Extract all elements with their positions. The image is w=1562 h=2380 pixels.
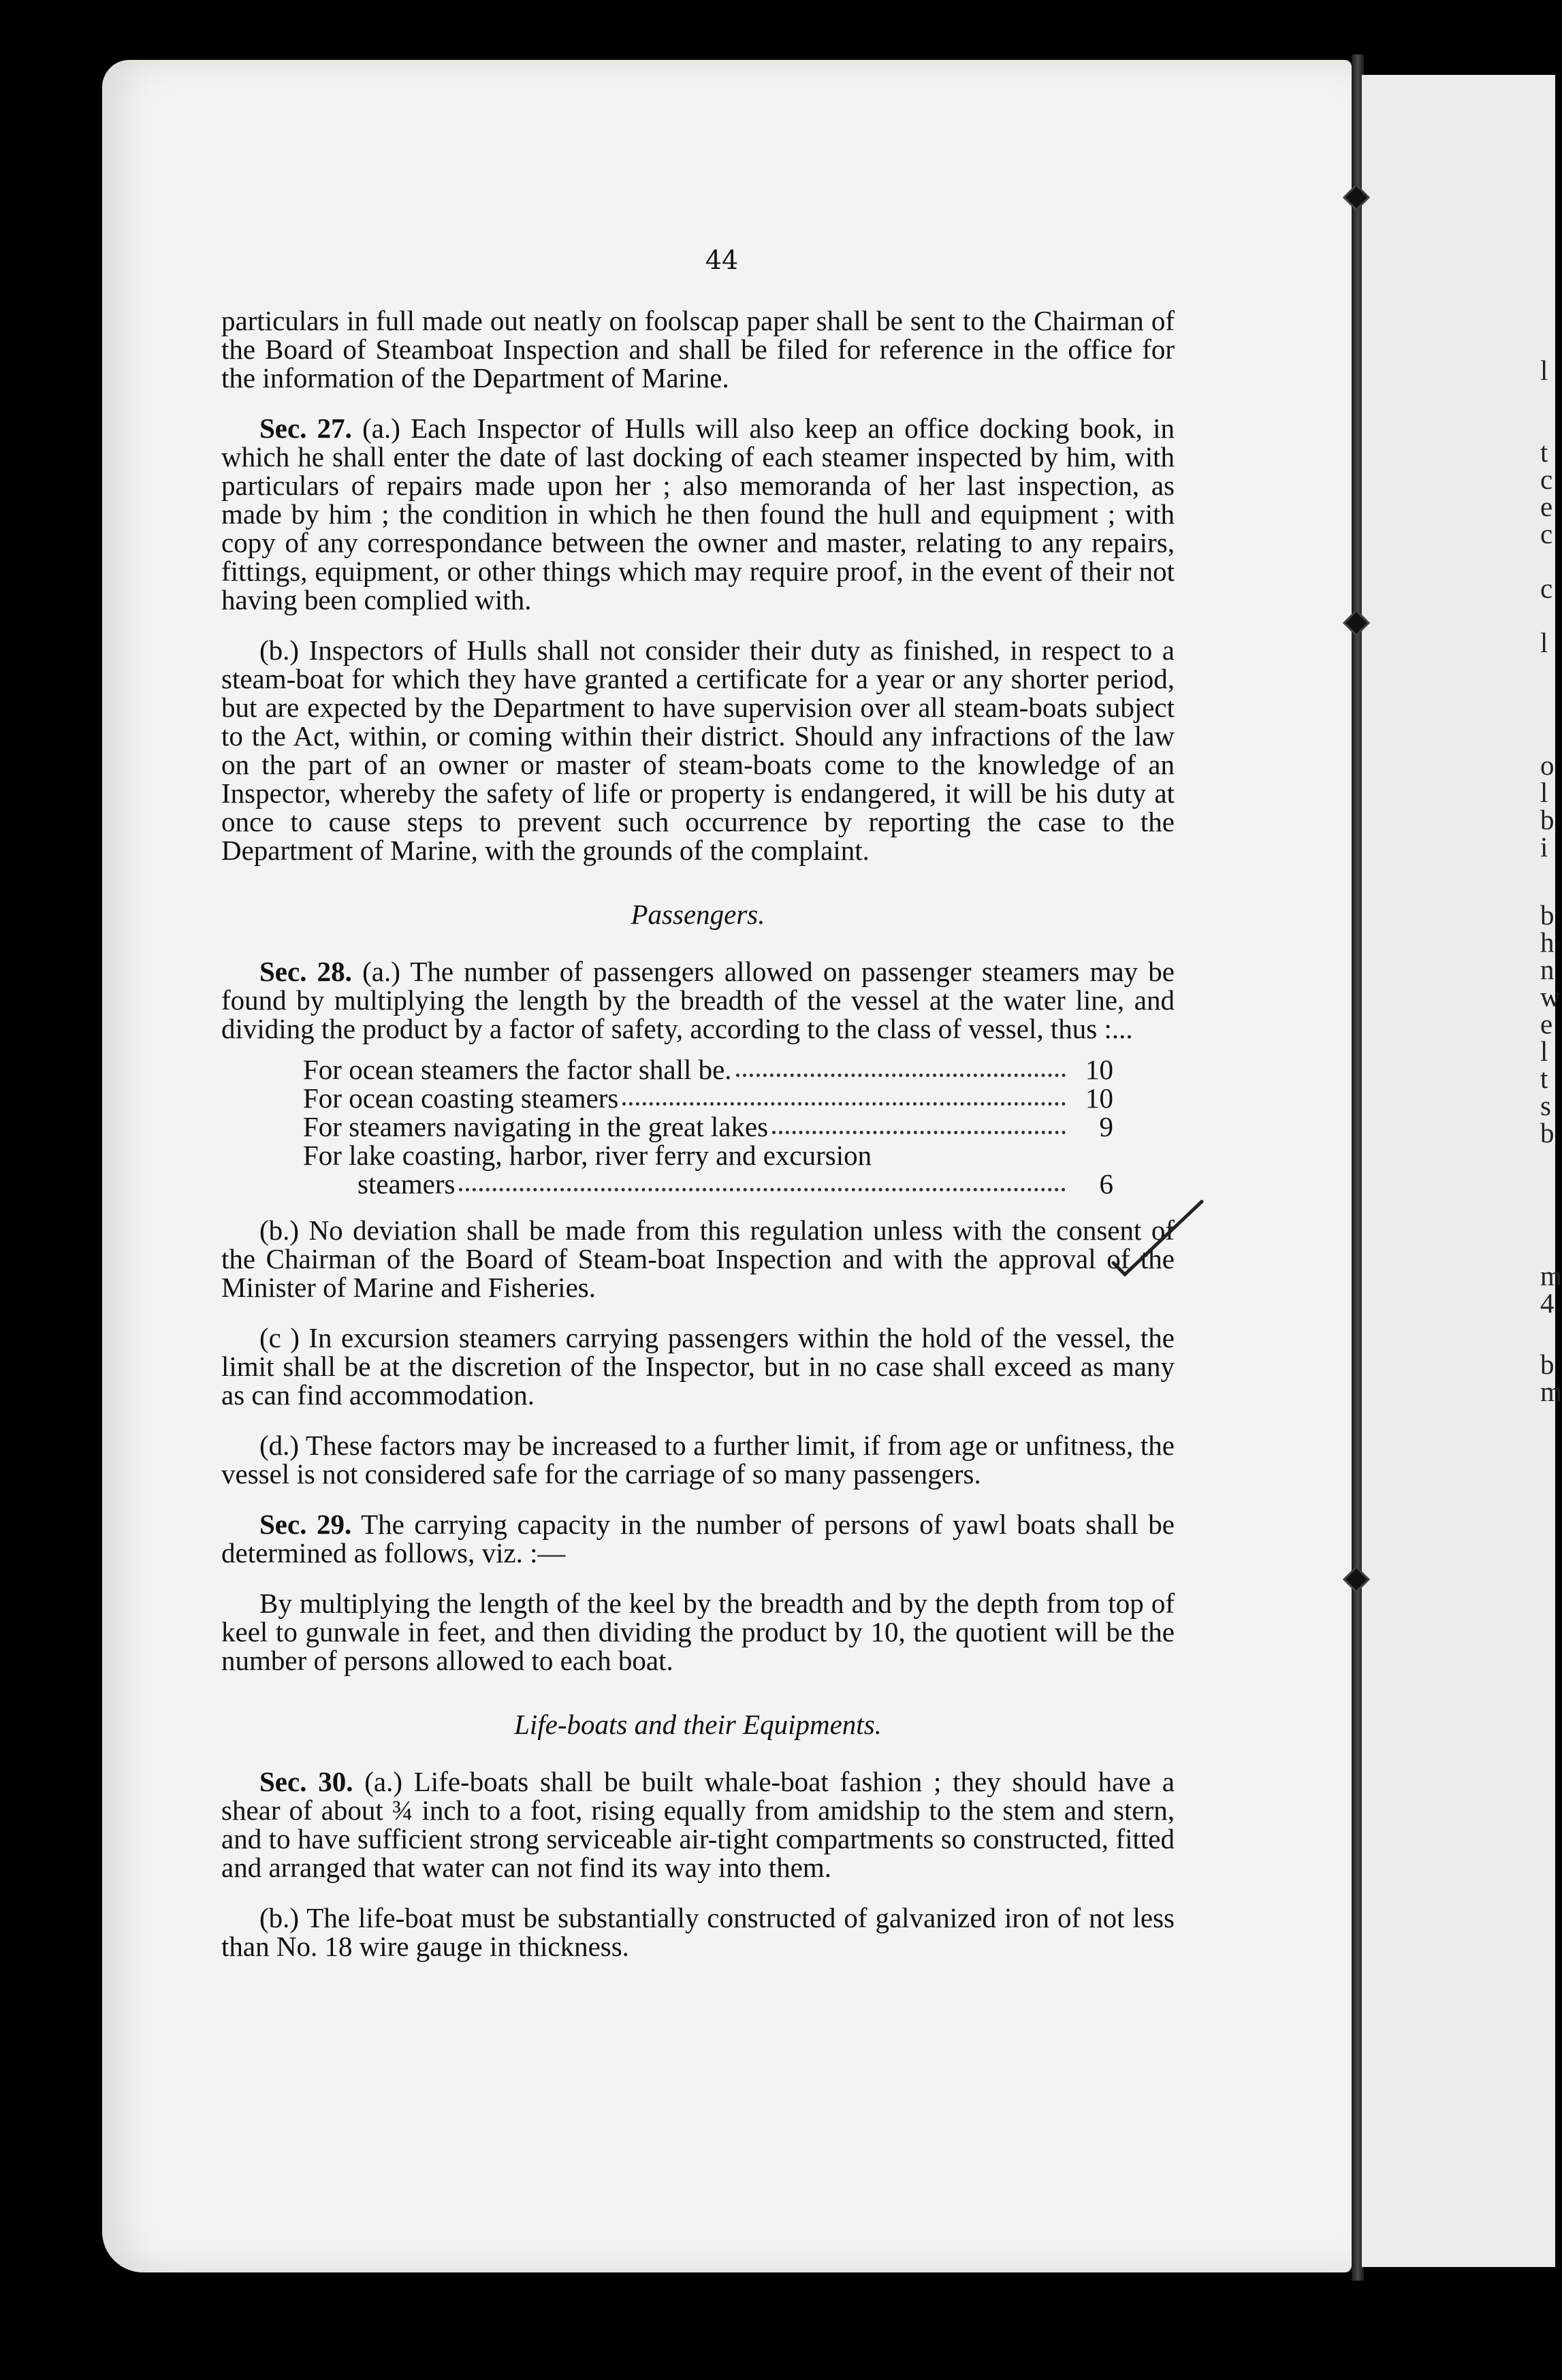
facing-page-fragment: c	[1540, 464, 1553, 495]
factor-desc: For lake coasting, harbor, river ferry and excursion	[303, 1140, 872, 1171]
factor-value: 10	[1085, 1054, 1113, 1085]
factor-value: 9	[1099, 1111, 1113, 1142]
facing-page-fragment: s	[1540, 1090, 1551, 1121]
heading-lifeboats: Life-boats and their Equipments.	[514, 1709, 882, 1740]
factor-row	[303, 1055, 1113, 1084]
facing-page-fragment: o	[1540, 750, 1555, 781]
paragraph-sec-29	[221, 1510, 1175, 1567]
facing-page-fragment: h	[1540, 927, 1555, 958]
section-text: (a.) The number of passengers allowed on passenger steamers may be found by multiplying the length by the breadth of the vessel at the water line, and dividing the product by a factor of safety, according to the class of vessel, thus :...	[221, 956, 1175, 1044]
facing-page-fragment: m	[1540, 1260, 1562, 1291]
section-text: (a.) Life-boats shall be built whale-boat fashion ; they should have a shear of about ¾ inch to a foot, rising equally from amidship to the stem and stern, and to have sufficient strong serviceable air-tight compartments so constructed, fitted and arranged that water can not find its way into them.	[221, 1766, 1175, 1883]
facing-page	[1362, 75, 1555, 2267]
page-number: 44	[705, 245, 739, 275]
binding-clasp-icon	[1343, 1566, 1370, 1593]
paragraph-sec-28-c: (c ) In excursion steamers carrying passengers within the hold of the vessel, the limit shall be at the discretion of the Inspector, but in no case shall exceed as many as can find accommodation.	[221, 1322, 1175, 1411]
facing-page-fragment: b	[1540, 804, 1555, 835]
leader-dots	[622, 1102, 1066, 1106]
facing-page-fragment: b	[1540, 1117, 1555, 1148]
facing-page-fragment: b	[1540, 1349, 1555, 1380]
heading-passengers: Passengers.	[631, 899, 765, 930]
paragraph-sec-28-d: (d.) These factors may be increased to a further limit, if from age or unfitness, the vessel is not considered safe for the carriage of so many passengers.	[221, 1430, 1175, 1490]
factor-row	[303, 1141, 1113, 1170]
facing-page-fragment: n	[1540, 954, 1555, 985]
binding-clasp-icon	[1343, 184, 1370, 211]
leader-dots	[772, 1131, 1066, 1134]
section-number: Sec. 28.	[259, 956, 352, 987]
factor-row	[303, 1084, 1113, 1112]
facing-page-fragment: b	[1540, 899, 1555, 931]
paragraph-sec-30-b: (b.) The life-boat must be substantially constructed of galvanized iron of not less than No. 18 wire gauge in thickness.	[221, 1902, 1175, 1962]
section-number: Sec. 29.	[259, 1509, 352, 1540]
factor-row	[303, 1170, 1113, 1198]
facing-page-fragment: w	[1540, 981, 1561, 1012]
facing-page-fragment: e	[1540, 491, 1553, 522]
facing-page-fragment: l	[1540, 1035, 1548, 1067]
paragraph-sec-28	[221, 957, 1175, 1043]
facing-page-fragment: e	[1540, 1008, 1553, 1040]
factor-desc: steamers	[357, 1168, 456, 1200]
facing-page-fragment: t	[1540, 436, 1548, 468]
factor-row	[303, 1112, 1113, 1141]
paragraph-sec-27-b: (b.) Inspectors of Hulls shall not consider their duty as finished, in respect to a steam-boat for which they have granted a certificate for a year or any shorter period, but are expected by the Department to have supervision over all steam-boats subject to the Act, within, or coming within their district. Should any infractions of the law on the part of an owner or master of steam-boats come to the knowledge of an Inspector, whereby the safety of life or property is endangered, it will be his duty at once to cause steps to prevent such occurrence by reporting the case to the Department of Marine, with the grounds of the complaint.	[221, 634, 1175, 866]
section-number: Sec. 30.	[259, 1766, 353, 1797]
factor-desc: For ocean coasting steamers	[303, 1082, 619, 1114]
binding-clasp-icon	[1343, 609, 1370, 637]
facing-page-fragment: i	[1540, 831, 1548, 863]
section-number: Sec. 27.	[259, 413, 352, 444]
factor-value: 6	[1099, 1168, 1113, 1200]
factor-desc: For steamers navigating in the great lakes	[303, 1111, 769, 1142]
paragraph-particulars: particulars in full made out neatly on foolscap paper shall be sent to the Chairman of the Board of Steamboat Inspection and shall be filed for reference in the office for the information of the Department of Marine.	[221, 305, 1175, 393]
facing-page-fragment: l	[1540, 777, 1548, 808]
handwritten-checkmark	[1110, 1198, 1205, 1280]
facing-page-fragment: l	[1540, 355, 1548, 386]
paragraph-yawl-formula: By multiplying the length of the keel by the breadth and by the depth from top of keel to gunwale in feet, and then dividing the product by 10, the quotient will be the number of persons allowed to each boat.	[221, 1588, 1175, 1676]
factor-table	[221, 1055, 1175, 1198]
facing-page-fragment: l	[1540, 627, 1548, 658]
factor-desc: For ocean steamers the factor shall be.	[303, 1054, 732, 1085]
facing-page-fragment: t	[1540, 1063, 1548, 1094]
facing-page-fragment: 4	[1540, 1287, 1555, 1319]
leader-dots	[459, 1188, 1066, 1191]
factor-value: 10	[1085, 1082, 1113, 1114]
paragraph-sec-30	[221, 1767, 1175, 1882]
facing-page-fragment: m	[1540, 1376, 1562, 1407]
facing-page-fragment: c	[1540, 573, 1553, 604]
page-body	[221, 306, 1175, 1982]
leader-dots	[736, 1074, 1066, 1077]
facing-page-fragment: c	[1540, 518, 1553, 549]
section-text: (a.) Each Inspector of Hulls will also keep an office docking book, in which he shall enter the date of last docking of each steamer inspected by him, with particulars of repairs made upon her ; also memoranda of her last inspection, as made by him ; the condition in which he then found the hull and equipment ; with copy of any correspondance between the owner and master, relating to any repairs, fittings, equipment, or other things which may require proof, in the event of their not having been complied with.	[221, 413, 1175, 615]
paragraph-sec-27	[221, 414, 1175, 614]
section-text: The carrying capacity in the number of persons of yawl boats shall be determined as follows, viz. :—	[221, 1509, 1175, 1569]
paragraph-sec-28-b: (b.) No deviation shall be made from this regulation unless with the consent of the Chairman of the Board of Steam-boat Inspection and with the approval of the Minister of Marine and Fisheries.	[221, 1215, 1175, 1303]
